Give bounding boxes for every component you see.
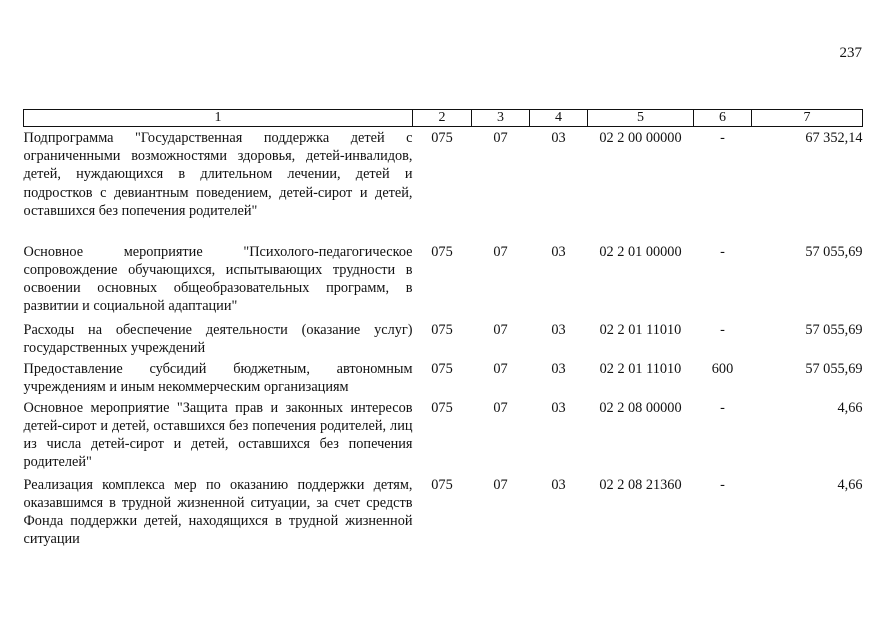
row-code-5: 02 2 01 11010	[599, 321, 682, 338]
row-code-2: 075	[431, 476, 453, 493]
row-code-6: -	[720, 476, 725, 493]
row-name: Реализация комплекса мер по оказанию поддержки детям, оказавшимся в трудной жизненной ситуации, за счет средств Фонда поддержки детей, находящихся в трудной жизненной ситуации	[23, 476, 413, 548]
row-code-2: 075	[431, 399, 453, 416]
row-name: Основное мероприятие "Защита прав и законных интересов детей-сирот и детей, оставшихся без попечения родителей, лиц из числа детей-сирот и детей, оставшихся без попечения родителей"	[23, 399, 413, 471]
table-row	[24, 476, 863, 552]
row-code-4: 03	[551, 360, 566, 377]
column-header-3: 3	[472, 110, 530, 127]
column-header-2: 2	[413, 110, 472, 127]
row-code-5: 02 2 01 00000	[599, 243, 682, 260]
column-header-6: 6	[694, 110, 752, 127]
row-code-3: 07	[493, 360, 508, 377]
table-row	[24, 321, 863, 360]
row-code-4: 03	[551, 399, 566, 416]
row-name: Основное мероприятие "Психолого-педагогическое сопровождение обучающихся, испытывающих трудности в освоении основных общеобразовательных программ, в развитии и социальной адаптации"	[23, 243, 413, 315]
row-name: Подпрограмма "Государственная поддержка детей с ограниченными возможностями здоровья, детей-инвалидов, детей, нуждающихся в длительном лечении, детей и подростков с девиантным поведением, детей-сирот и детей, оставшихся без попечения родителей"	[23, 130, 413, 219]
row-code-4: 03	[551, 130, 566, 146]
row-amount: 57 055,69	[805, 243, 863, 260]
row-amount: 57 055,69	[805, 321, 863, 338]
row-amount: 67 352,14	[805, 130, 863, 146]
row-amount: 4,66	[837, 399, 863, 416]
budget-table	[23, 109, 863, 552]
row-code-5: 02 2 08 21360	[599, 476, 682, 493]
row-code-3: 07	[493, 321, 508, 338]
row-code-6: -	[720, 243, 725, 260]
row-code-4: 03	[551, 476, 566, 493]
table-row	[24, 399, 863, 476]
column-header-7: 7	[752, 110, 863, 127]
row-code-2: 075	[431, 243, 453, 260]
row-name: Предоставление субсидий бюджетным, автономным учреждениям и иным некоммерческим организациям	[23, 360, 413, 395]
row-code-4: 03	[551, 321, 566, 338]
table-row	[24, 360, 863, 399]
table-row	[24, 243, 863, 321]
column-header-5: 5	[588, 110, 694, 127]
row-code-2: 075	[431, 321, 453, 338]
row-code-5: 02 2 01 11010	[599, 360, 682, 377]
row-code-6: -	[720, 321, 725, 338]
row-code-5: 02 2 08 00000	[599, 399, 682, 416]
column-header-1: 1	[24, 110, 413, 127]
column-header-4: 4	[530, 110, 588, 127]
page-number: 237	[839, 45, 862, 61]
row-amount: 57 055,69	[805, 360, 863, 377]
row-code-4: 03	[551, 243, 566, 260]
row-code-6: -	[720, 130, 725, 146]
row-name: Расходы на обеспечение деятельности (оказание услуг) государственных учреждений	[23, 321, 413, 356]
header-row	[24, 110, 863, 127]
row-code-3: 07	[493, 476, 508, 493]
row-code-6: 600	[711, 360, 734, 377]
row-code-2: 075	[431, 360, 453, 377]
row-code-3: 07	[493, 243, 508, 260]
row-code-3: 07	[493, 399, 508, 416]
row-amount: 4,66	[837, 476, 863, 493]
row-code-5: 02 2 00 00000	[599, 130, 682, 146]
table-row	[24, 127, 863, 243]
row-code-6: -	[720, 399, 725, 416]
row-code-3: 07	[493, 130, 508, 146]
row-code-2: 075	[431, 130, 453, 146]
